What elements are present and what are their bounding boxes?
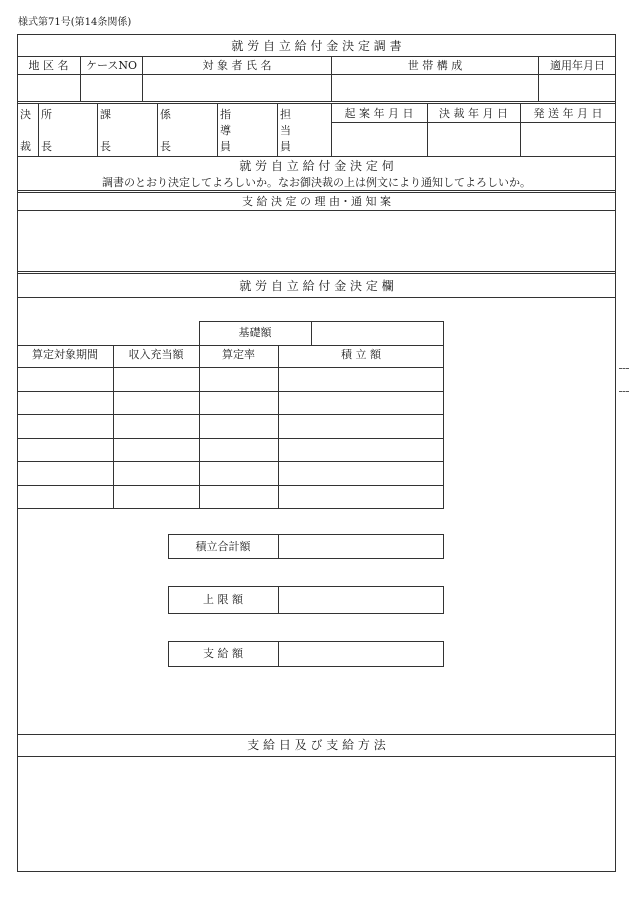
draft-date-label: 起 案 年 月 日 bbox=[344, 107, 414, 120]
shido-3: 員 bbox=[220, 140, 231, 153]
kakaricho-top: 係 bbox=[160, 108, 171, 121]
form-title: 就 労 自 立 給 付 金 決 定 調 書 bbox=[231, 39, 402, 53]
person-name-label: 対 象 者 氏 名 bbox=[202, 59, 272, 72]
payment-section-title: 支 給 日 及 び 支 給 方 法 bbox=[247, 738, 386, 752]
send-date-label: 発 送 年 月 日 bbox=[533, 107, 603, 120]
tanto-1: 担 bbox=[280, 108, 291, 121]
kessai-top: 決 bbox=[20, 108, 31, 121]
kacho-bottom: 長 bbox=[100, 140, 111, 153]
shocho-top: 所 bbox=[41, 108, 52, 121]
shido-2: 導 bbox=[220, 124, 231, 137]
applied-date-label: 適用年月日 bbox=[550, 59, 605, 72]
accumulated-total-label: 積立合計額 bbox=[195, 540, 251, 553]
case-no-label: ケースNO bbox=[85, 59, 138, 72]
margin-mark bbox=[619, 391, 629, 392]
col-rate: 算定率 bbox=[222, 348, 255, 361]
col-period: 算定対象期間 bbox=[32, 348, 98, 361]
decision-section-title: 就 労 自 立 給 付 金 決 定 欄 bbox=[239, 279, 394, 293]
household-label: 世 帯 構 成 bbox=[407, 59, 463, 72]
base-amount-label: 基礎額 bbox=[238, 326, 272, 339]
kacho-top: 課 bbox=[100, 108, 111, 121]
inquiry-text: 調書のとおり決定してよろしいか。なお御決裁の上は例文により通知してよろしいか。 bbox=[102, 176, 531, 189]
shido-1: 指 bbox=[220, 108, 231, 121]
payment-amount-label: 支 給 額 bbox=[203, 647, 243, 660]
col-income: 収入充当額 bbox=[128, 348, 184, 361]
form-number: 様式第71号(第14条関係) bbox=[18, 17, 132, 28]
margin-mark bbox=[619, 368, 629, 369]
reason-title: 支 給 決 定 の 理 由・通 知 案 bbox=[242, 195, 391, 208]
shocho-bottom: 長 bbox=[41, 140, 52, 153]
inquiry-title: 就 労 自 立 給 付 金 決 定 伺 bbox=[239, 159, 394, 173]
district-label: 地 区 名 bbox=[28, 59, 69, 72]
upper-limit-label: 上 限 額 bbox=[203, 593, 243, 606]
kessai-bottom: 裁 bbox=[20, 140, 31, 153]
col-accumulated: 積 立 額 bbox=[341, 348, 381, 361]
kakaricho-bottom: 長 bbox=[160, 140, 171, 153]
tanto-2: 当 bbox=[280, 124, 291, 137]
decision-date-label: 決 裁 年 月 日 bbox=[439, 107, 508, 120]
tanto-3: 員 bbox=[280, 140, 291, 153]
